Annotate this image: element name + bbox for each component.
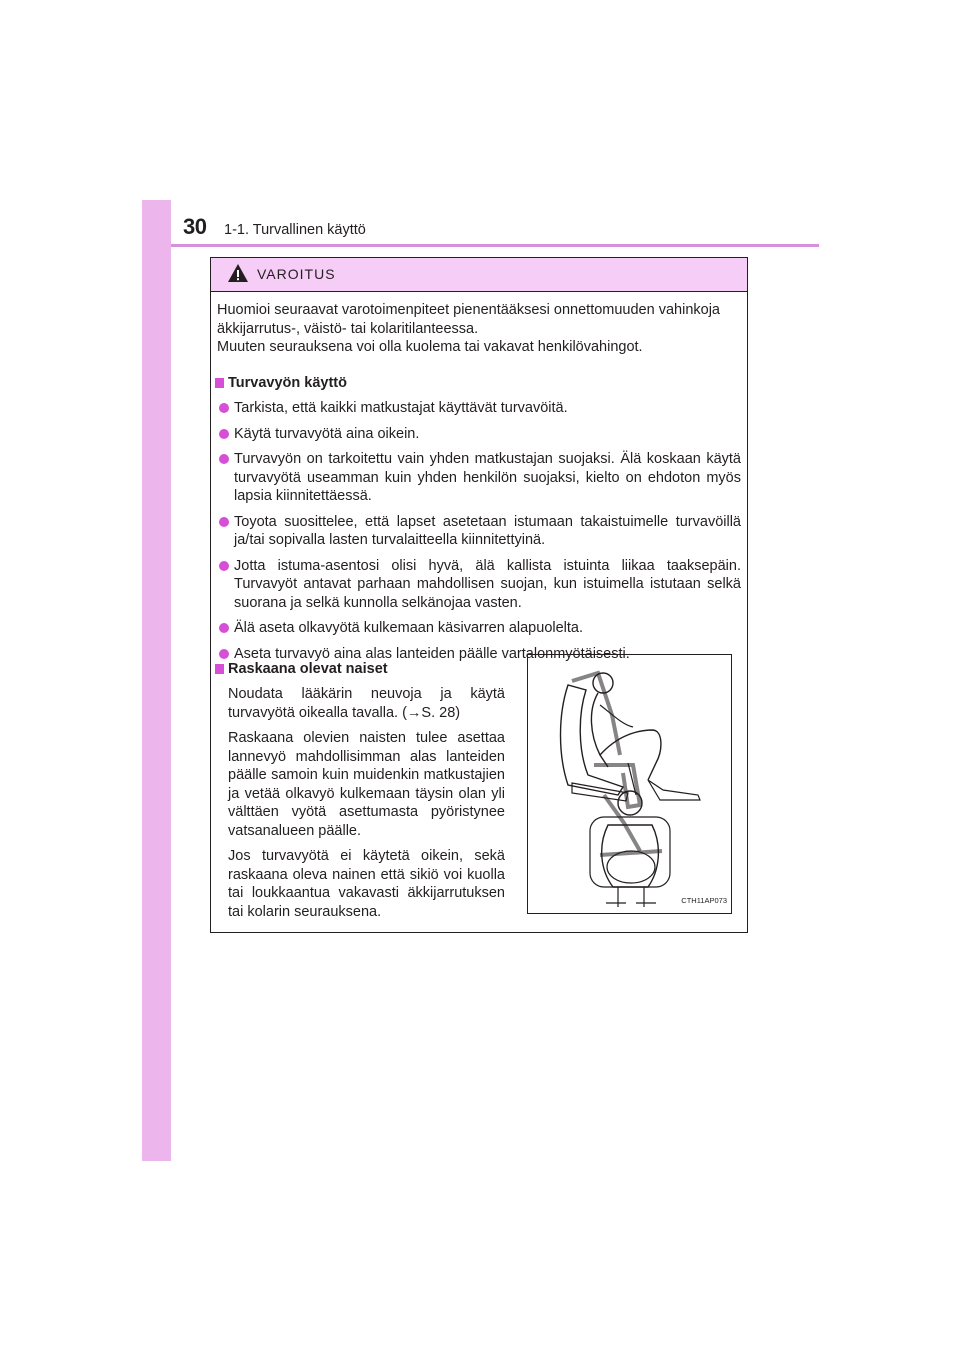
pregnant-heading	[215, 660, 388, 679]
warning-body	[211, 292, 747, 932]
pregnant-paragraph: Jos turvavyötä ei käytetä oikein, sekä raskaana oleva nainen että sikiö voi kuolla tai loukkaantua vakavasti äkkijarrutuksen tai kolarin seurauksena.	[228, 848, 505, 920]
pregnant-paragraph: Noudata lääkärin neuvoja ja käytä turvavyötä oikealla tavalla. (→S. 28)	[228, 686, 505, 721]
warning-box	[210, 257, 748, 933]
list-item: Tarkista, että kaikki matkustajat käyttävät turvavöitä.	[217, 399, 741, 418]
page-number: 30	[183, 214, 207, 239]
square-bullet-icon	[215, 378, 224, 388]
seatbelt-use-heading	[215, 374, 347, 393]
illustration-drawing	[528, 655, 733, 915]
chapter-side-tab	[142, 200, 171, 1161]
warning-intro	[217, 301, 741, 357]
list-item: Käytä turvavyötä aina oikein.	[217, 425, 741, 444]
list-item: Turvavyön on tarkoitettu vain yhden matkustajan suojaksi. Älä koskaan käytä turvavyötä useamman kuin yhden henkilön suojaksi, kielto on ehdoton myös lapsia kiinnitettäessä.	[217, 450, 741, 506]
intro-paragraph: Huomioi seuraavat varotoimenpiteet pienentääksesi onnettomuuden vahinkoja äkkijarrutus-, väistö- tai kolaritilanteessa.	[217, 302, 720, 337]
square-bullet-icon	[215, 664, 224, 674]
list-item: Jotta istuma-asentosi olisi hyvä, älä kallista istuinta liikaa taaksepäin. Turvavyöt antavat parhaan mahdollisen suojan, kun istuimella istutaan selkä suorana ja selkä kunnolla selkänojaa vasten.	[217, 557, 741, 613]
heading-text: Raskaana olevat naiset	[228, 661, 388, 677]
figure-code: CTH11AP073	[681, 895, 727, 905]
warning-header	[211, 258, 747, 292]
pregnant-paragraph: Raskaana olevien naisten tulee asettaa lannevyö mahdollisimman alas lanteiden päälle samoin kuin muidenkin matkustajien ja vetää olkavyö kulkemaan täysin olan yli välttäen vyötä asettumasta pyöristynee vatsanalueen päälle.	[228, 730, 505, 839]
pregnant-seatbelt-illustration	[527, 654, 732, 914]
warning-triangle-icon	[227, 263, 249, 283]
intro-paragraph: Muuten seurauksena voi olla kuolema tai vakavat henkilövahingot.	[217, 339, 643, 355]
list-item: Toyota suosittelee, että lapset asetetaan istumaan takaistuimelle turvavöillä ja/tai sopivalla lasten turvalaitteella kiinnitettyinä.	[217, 513, 741, 550]
heading-text: Turvavyön käyttö	[228, 375, 347, 391]
list-item: Älä aseta olkavyötä kulkemaan käsivarren alapuolelta.	[217, 619, 741, 638]
section-header: 1-1. Turvallinen käyttö	[224, 222, 366, 238]
list-item: Aseta turvavyö aina alas lanteiden päälle vartalonmyötäisesti.	[217, 645, 741, 664]
warning-title: VAROITUS	[257, 266, 336, 282]
seatbelt-bullet-list	[217, 399, 741, 670]
header-rule	[171, 244, 819, 247]
pregnant-text	[228, 685, 505, 928]
